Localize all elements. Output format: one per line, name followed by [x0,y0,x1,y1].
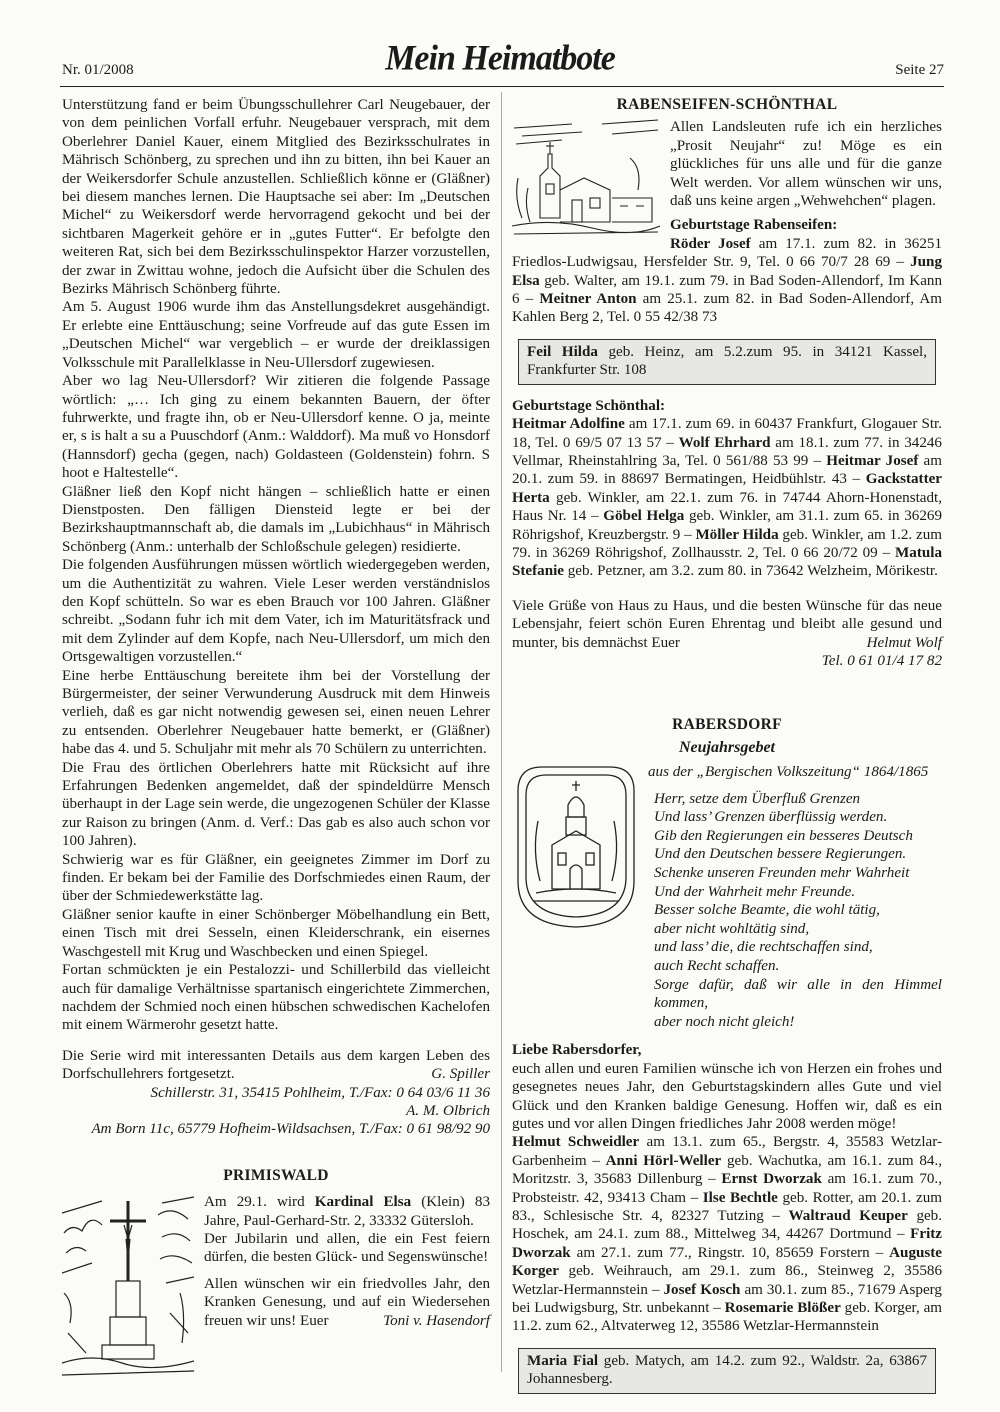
story-paragraph: Die Frau des örtlichen Oberlehrers hatte mit Rücksicht auf ihre Erfahrungen Bedenken angemeldet, daß der spindeldürre Mensch überhaupt in der Lage sein werde, die ungezogenen Schüler der Klasse zur Raison zu bringen (Anm. d. Verf.: Das gab es also auch schon vor 100 Jahren). [62,759,490,850]
rabersdorf-birthdays: Helmut Schweidler am 13.1. zum 65., Bergstr. 4, 35583 Wetzlar-Garbenheim – Anni Hörl-Weller geb. Wachutka, am 16.1. zum 84., Moritzstr. 3, 35683 Dillenburg – Ernst Dworzak am 16.1. zum 70., Probsteistr. 42, 93413 Cham – Ilse Bechtle geb. Rotter, am 20.1. zum 83., Schlesische Str. 4, 82327 Tutzing – Waltraud Keuper geb. Hoschek, am 24.1. zum 88., Mittelweg 34, 44267 Dortmund – Fritz Dworzak am 27.1. zum 77., Ringstr. 10, 85659 Forstern – Auguste Korger geb. Weihrauch, am 29.1. zum 86., Steinweg 2, 35586 Wetzlar-Hermannstein – Josef Kosch am 30.1. zum 85., 71679 Asperg bei Ludwigsburg, Str. unbekannt – Rosemarie Blößer geb. Korger, am 11.2. zum 62., Altvaterweg 12, 35586 Wetzlar-Hermannstein [512,1134,943,1335]
left-column [62,96,490,1383]
schoenthal-birthdays-heading: Geburtstage Schönthal: [512,397,666,414]
story-paragraph: Unterstützung fand er beim Übungsschullehrer Carl Neugebauer, der von dem peinlichen Vorfall erfuhr. Neugebauer versprach, mit dem Oberlehrer Daniel Kauer, einem Mitglied des Bezirksschulrates in Mährisch Schönberg, zu sprechen und ihn zu bitten, ihn bei Kauer an der Weikersdorfer Schule anzustellen. Schließlich könne er (Gläßner) bei diesem manches lernen. Die Hauptsache sei aber: Im „Deutschen Michel“ zu Weikersdorf werde hervorragend gekocht und bei der sichtbaren Magerkeit gehöre er in „gutes Futter“. Er befolgte den weiteren Rat, sich bei dem Bezirksschulinspektor Harzer vorzustellen, der zwar in Zwittau wohne, jedoch die Aufsicht über die Schulen des Bezirks Mährisch Schönberg führte. [62,97,490,298]
column-divider [501,92,502,1372]
story-paragraph: Gläßner senior kaufte in einer Schönberger Möbelhandlung ein Bett, einen Tisch mit drei Sesseln, einen Kleiderschrank, ein eisernes Waschgestell mit Krug und Waschbecken und einen Spiegel. [62,906,490,960]
rabersdorf-salutation: Liebe Rabersdorfer, [512,1042,642,1059]
rabenseifen-greeting: Allen Landsleuten rufe ich ein herzliches „Prosit Neujahr“ zu! Möge es ein glückliches für uns alle und für die ganze Welt werden. Vor allem wünschen wir uns, daß uns keine argen „Wehwehchen“ plagen. [670,119,942,210]
story-paragraph: Eine herbe Enttäuschung bereitete ihm bei der Vorstellung der Bürgermeister, der seiner Verwunderung Ausdruck mit dem Hinweis verlieh, daß es gar nicht notwendig gewesen sei, einen neuen Lehrer zu entsenden. Oberlehrer Neugebauer hatte bemerkt, er (Gläßner) habe das 4. und 5. Schuljahr mit mehr als 70 Schülern zu unterrichten. [62,667,490,758]
rabersdorf-wishes: euch allen und euren Familien wünsche ich von Herzen ein frohes und gesegnetes neues Jahr, den Geburtstagskindern alles Gute und viel Glück und den Kranken baldige Genesung. Hoffen wir, daß es ein gutes und vor allen Dingen friedliches Jahr 2008 werden möge! [512,1060,942,1132]
poem-line: Besser solche Beamte, die wohl tätig, [654,902,880,919]
author-olbrich-address: Am Born 11c, 65779 Hofheim-Wildsachsen, T./Fax: 0 61 98/92 90 [91,1121,490,1138]
author-olbrich: A. M. Olbrich [406,1102,490,1119]
poem-line: aber noch nicht gleich! [654,1013,795,1030]
story-paragraph: Fortan schmückten je ein Pestalozzi- und Schillerbild das vielleicht auch für damalige Verhältnisse spartanisch eingerichtete Zimmerchen, nachdem der Schmied noch einen hübschen schwedischen Kachelofen mit einem Wärmerohr gesetzt hatte. [62,962,490,1034]
closing-telephone: Tel. 0 61 01/4 17 82 [821,652,942,669]
poem-line: Und der Wahrheit mehr Freunde. [654,883,856,900]
primiswald-signature: Toni v. Hasendorf [383,1312,490,1329]
prayer-title: Neujahrsgebet [679,738,775,756]
rabenseifen-heading: RABENSEIFEN-SCHÖNTHAL [616,96,838,113]
closing-signature: Helmut Wolf [866,634,942,651]
primiswald-closing: Allen wünschen wir ein friedvolles Jahr, den Kranken Genesung, und auf ein Wiedersehen freuen wir uns! Euer Toni v. Hasendorf [204,1275,490,1329]
prayer-source: aus der „Bergischen Volkszeitung“ 1864/1865 [648,764,929,781]
masthead-logo: Mein Heimatbote [385,39,615,78]
primiswald-wishes: Der Jubilarin und allen, die ein Fest feiern dürfen, die besten Glück- und Segenswünsche! [204,1230,490,1266]
rabersdorf-heading: RABERSDORF [672,716,782,734]
rabenseifen-birthdays-heading: Geburtstage Rabenseifen: [670,217,838,234]
wayside-cross-illustration [62,1193,194,1383]
author-spiller-address: Schillerstr. 31, 35415 Pohlheim, T./Fax: 0 64 03/6 11 36 [150,1084,490,1101]
story-paragraph: Gläßner ließ den Kopf nicht hängen – schließlich hatte er einen Dienstposten. Den fälligen Diensteid legte er bei der Bezirkshauptmannschaft ab, die damals im „Lubichhaus“ in Mährisch Schönberg (Anm.: unterhalb der Schloßschule gelegen) residierte. [62,483,490,555]
poem-line: Herr, setze dem Überfluß Grenzen [654,790,861,807]
rabenseifen-birthdays: Röder Josef am 17.1. zum 82. in 36251 Friedlos-Ludwigsau, Hersfelder Str. 9, Tel. 0 66 70/7 28 69 – Jung Elsa geb. Walter, am 19.1. zum 79. in Bad Soden-Allendorf, Im Kann 6 – Meitner Anton am 25.1. zum 82. in Bad Soden-Allendorf, Am Kahlen Berg 2, Tel. 0 55 42/38 73 [512,235,943,326]
header-rule [60,86,944,87]
church-illustration [512,118,660,236]
story-paragraph: Die folgenden Ausführungen müssen wörtlich wiedergegeben werden, um die Authentizität zu wahren. Viele Leser werden verständnislos den Kopf schütteln. So war es eben Brauch vor 100 Jahren. Gläßner schreibt. „Sodann fuhr ich mit dem Vater, ich im Maturitätsfrack und mit dem Zylinder auf dem Kopfe, nach Neu-Ullersdorf, um mich den Ortsgewaltigen vorzustellen.“ [62,557,490,666]
poem-line: und lass’ die, die rechtschaffen sind, [654,939,873,956]
poem-line: Schenke unseren Freunden mehr Wahrheit [654,864,910,881]
poem-line: Gib den Regierungen ein besseres Deutsch [654,827,913,844]
story-paragraph: Schwierig war es für Gläßner, ein geeignetes Zimmer im Dorf zu finden. Er bekam bei der Familie des Dorfschmiedes einen Raum, der über der Schmiedewerkstätte lag. [62,851,490,905]
primiswald-birthday: Am 29.1. wird Kardinal Elsa (Klein) 83 Jahre, Paul-Gerhard-Str. 2, 33332 Gütersloh. [204,1194,490,1229]
issue-number: Nr. 01/2008 [62,62,134,78]
prayer-poem [654,790,942,1032]
chapel-seal-illustration [512,761,640,931]
story-text [62,96,490,1035]
schoenthal-birthdays: Heitmar Adolfine am 17.1. zum 69. in 60437 Frankfurt, Glogauer Str. 18, Tel. 0 69/5 07 13 57 – Wolf Ehrhard am 18.1. zum 77. in 34246 Vellmar, Rheinstahlring 3a, Tel. 0 561/88 53 99 – Heitmar Josef am 20.1. zum 59. in 88697 Bermatingen, Heidbühlstr. 43 – Gackstatter Herta geb. Winkler, am 22.1. zum 76. in 74744 Ahorn-Honenstadt, Haus Nr. 14 – Göbel Helga geb. Winkler, am 31.1. zum 65. in 36269 Röhrigshof, Kreuzbergstr. 9 – Möller Hilda geb. Winkler, am 1.2. zum 79. in 36269 Röhrigshof, Zollhausstr. 2, Tel. 0 66 20/72 09 – Matula Stefanie geb. Petzner, am 3.2. zum 80. in 73642 Welzheim, Mörikestr. [512,416,942,580]
highlight-box-fial: Maria Fial geb. Matych, am 14.2. zum 92., Waldstr. 2a, 63867 Johannesberg. [518,1348,936,1394]
poem-line: Und lass’ Grenzen überflüssig werden. [654,809,888,826]
series-note: Die Serie wird mit interessanten Details aus dem kargen Leben des Dorfschullehrers fortgesetzt. G. Spiller [62,1047,490,1083]
story-paragraph: Am 5. August 1906 wurde ihm das Anstellungsdekret ausgehändigt. Er erlebte eine Enttäuschung; seine Vorfreude auf das gute Essen im „Deutschen Michel“ war vergeblich – er wurde der dreiklassigen Volksschule mit Parallelklasse in Neu-Ullersdorf zugewiesen. [62,299,490,371]
story-paragraph: Aber wo lag Neu-Ullersdorf? Wir zitieren die folgende Passage wörtlich: „… Ich ging zu einem bekannten Bauern, der öfter fuhrwerkte, und fragte ihn, ob er Neu-Ullersdorf kenne. O ja, meinte er, s is halt a su a Puuschdorf (Anm.: Walddorf). Ma muß vo Honsdorf (Hannsdorf) gecha (gegen, nach) Goldasteen (Goldenstein) fohrn. S hoot e Haltestelle“. [62,373,490,482]
poem-line: Sorge dafür, daß wir alle in den Himmel kommen, [654,976,942,1012]
author-spiller: G. Spiller [431,1066,490,1083]
poem-line: Und den Deutschen bessere Regierungen. [654,846,907,863]
primiswald-heading: PRIMISWALD [223,1166,329,1184]
schoenthal-closing: Viele Grüße von Haus zu Haus, und die besten Wünsche für das neue Lebensjahr, feiert schön Euren Ehrentag und bleibt alle gesund und munter, bis demnächst Euer Helmut Wolf [512,597,942,651]
highlight-box-feil: Feil Hilda geb. Heinz, am 5.2.zum 95. in 34121 Kassel, Frankfurter Str. 108 [518,339,936,385]
poem-line: auch Recht schaffen. [654,957,780,974]
poem-line: aber nicht wohltätig sind, [654,920,810,937]
right-column [512,96,942,1394]
page-number: Seite 27 [895,62,944,78]
